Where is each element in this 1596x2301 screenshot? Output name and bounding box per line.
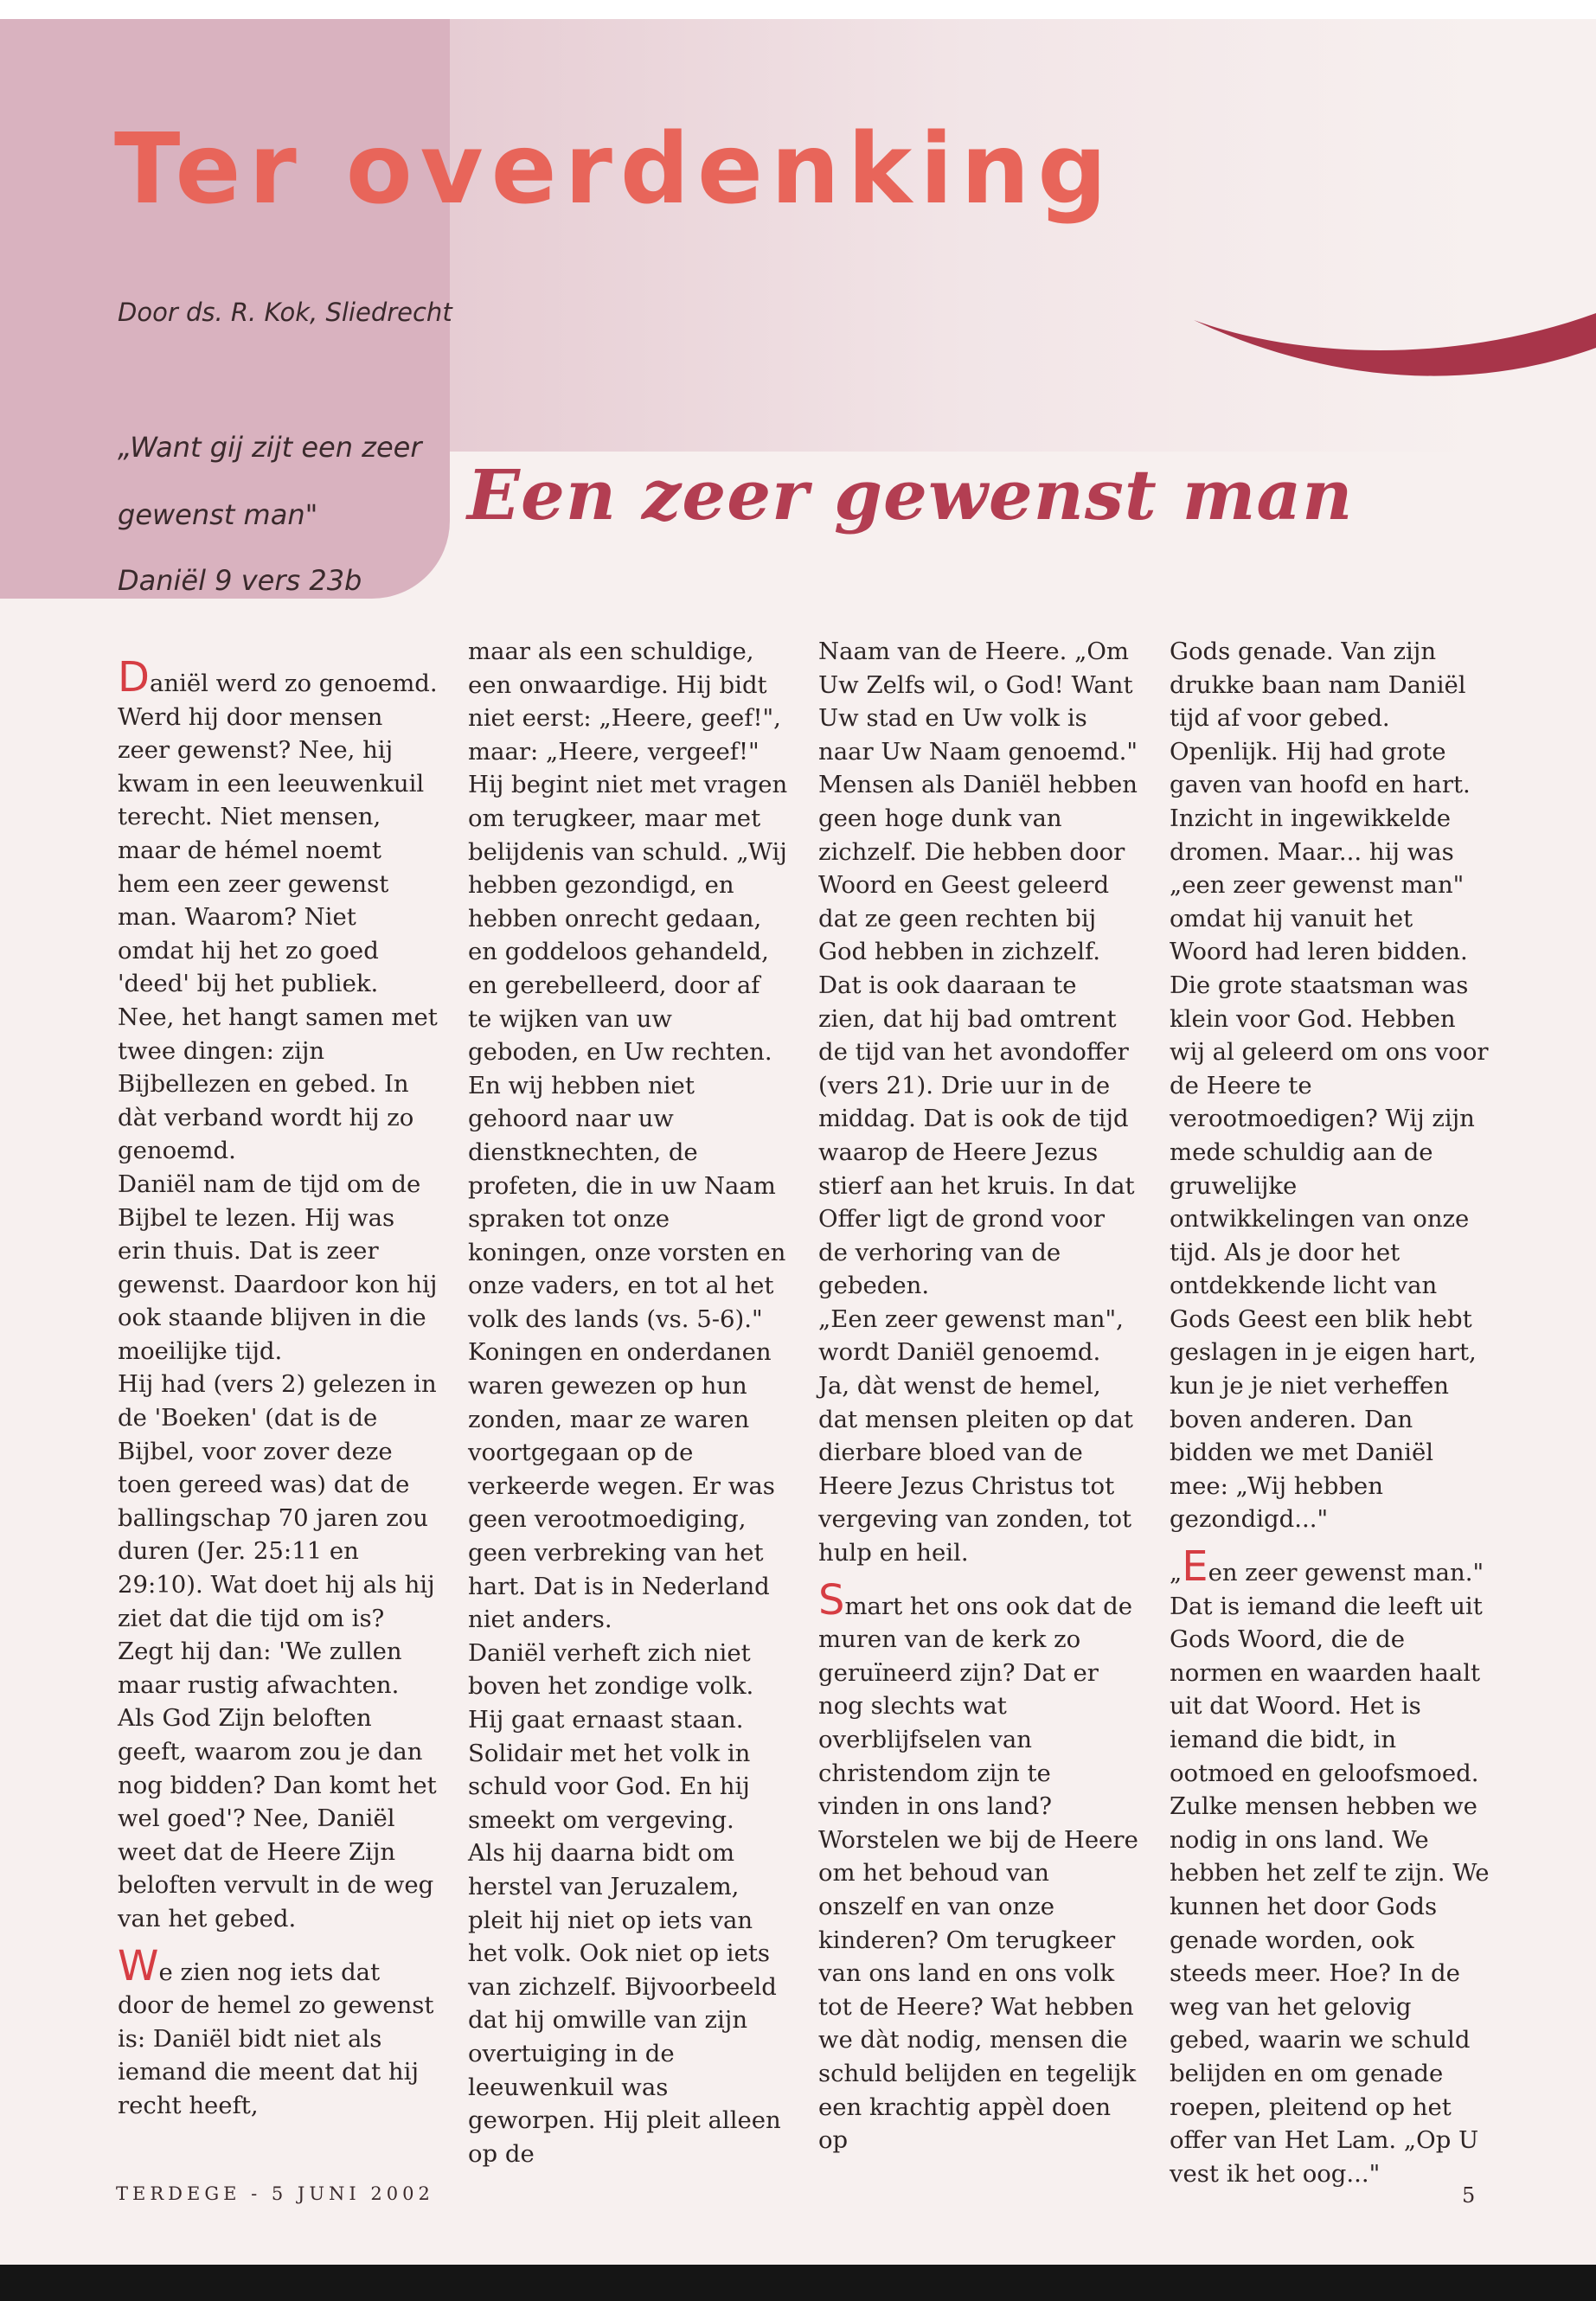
paragraph-text: e zien nog iets dat door de hemel zo gewenst is: Daniël bidt niet als iemand die meent dat hij recht heeft, — [118, 1958, 434, 2119]
paragraph: Daniël verheft zich niet boven het zondige volk. Hij gaat ernaast staan. Solidair met het volk in schuld voor God. En hij smeekt om vergeving. — [468, 1638, 754, 1834]
paragraph — [818, 1575, 1138, 2157]
column-3 — [818, 635, 1138, 2157]
paragraph: Daniël nam de tijd om de Bijbel te lezen. Hij was erin thuis. Dat is zeer gewenst. Daardoor kon hij ook staande blijven in die moeilijke tijd. — [118, 1170, 438, 1365]
paragraph-text: aniël werd zo genoemd. Werd hij door mensen zeer gewenst? Nee, hij kwam in een leeuwenkuil terecht. Niet mensen, maar de hémel noemt hem een zeer gewenst man. Waarom? Niet omdat hij het zo goed 'deed' bij het publiek. Nee, het hangt samen met twee dingen: zijn Bijbellezen en gebed. In dàt verband wordt hij zo genoemd. — [118, 670, 438, 1165]
paragraph — [118, 1941, 438, 2123]
paragraph: Gods genade. Van zijn drukke baan nam Daniël tijd af voor gebed. Openlijk. Hij had grote gaven van hoofd en hart. Inzicht in ingewikkelde dromen. Maar... hij was „een zeer gewenst man" omdat hij vanuit het Woord had leren bidden. Die grote staatsman was klein voor God. Hebben wij al geleerd om ons voor de Heere te verootmoedigen? Wij zijn mede schuldig aan de gruwelijke ontwikkelingen van onze tijd. Als je door het ontdekkende licht van Gods Geest een blik hebt geslagen in je eigen hart, kun je je niet verheffen boven anderen. Dan bidden we met Daniël mee: „Wij hebben gezondigd..." — [1170, 638, 1489, 1534]
article-headline: Een zeer gewenst man — [467, 454, 1354, 535]
magazine-page — [0, 19, 1596, 2282]
paragraph-text: mart het ons ook dat de muren van de kerk zo geruïneerd zijn? Dat er nog slechts wat overblijfselen van christendom zijn te vinden in ons land? Worstelen we bij de Heere om het behoud van onszelf en van onze kinderen? Om terugkeer van ons land en ons volk tot de Heere? Wat hebben we dàt nodig, mensen die schuld belijden en tegelijk een krachtig appèl doen op — [818, 1592, 1138, 2155]
drop-cap: S — [818, 1575, 845, 1625]
bottom-scan-edge — [0, 2265, 1596, 2301]
paragraph: Hij had (vers 2) gelezen in de 'Boeken' (dat is de Bijbel, voor zover deze toen gereed was) dat de ballingschap 70 jaren zou duren (Jer. 25:11 en 29:10). Wat doet hij als hij ziet dat die tijd om is? Zegt hij dan: 'We zullen maar rustig afwachten. Als God Zijn beloften geeft, waarom zou je dan nog bidden? Dan komt het wel goed'? Nee, Daniël weet dat de Heere Zijn beloften vervult in de weg van het gebed. — [118, 1370, 437, 1932]
drop-cap: W — [118, 1941, 159, 1990]
paragraph — [1170, 1542, 1490, 2190]
paragraph: maar als een schuldige, een onwaardige. Hij bidt niet eerst: „Heere, geef!", maar: „Heere, vergeef!" Hij begint niet met vragen om terugkeer, maar met belijdenis van schuld. „Wij hebben gezondigd, en hebben onrecht gedaan, en goddeloos gehandeld, en gerebelleerd, door af te wijken van uw geboden, en Uw rechten. En wij hebben niet gehoord naar uw dienstknechten, de profeten, die in uw Naam spraken tot onze koningen, onze vorsten en onze vaders, en tot al het volk des lands (vs. 5-6)." Koningen en onderdanen waren gewezen op hun zonden, maar ze waren voortgegaan op de verkeerde wegen. Er was geen verootmoediging, geen verbreking van het hart. Dat is in Nederland niet anders. — [468, 638, 788, 1634]
swoosh-decoration — [1194, 279, 1596, 400]
paragraph: Naam van de Heere. „Om Uw Zelfs wil, o God! Want Uw stad en Uw volk is naar Uw Naam genoemd." Mensen als Daniël hebben geen hoge dunk van zichzelf. Die hebben door Woord en Geest geleerd dat ze geen rechten bij God hebben in zichzelf. Dat is ook daaraan te zien, dat hij bad omtrent de tijd van het avondoffer (vers 21). Drie uur in de middag. Dat is ook de tijd waarop de Heere Jezus stierf aan het kruis. In dat Offer ligt de grond voor de verhoring van de gebeden. — [818, 638, 1138, 1300]
quote-reference: Daniël 9 vers 23b — [118, 564, 362, 597]
byline: Door ds. R. Kok, Sliedrecht — [118, 298, 452, 327]
footer-magazine-date: TERDEGE - 5 JUNI 2002 — [116, 2183, 434, 2204]
quote-line-2: gewenst man" — [118, 498, 318, 531]
drop-cap: E — [1182, 1542, 1208, 1592]
paragraph-text: en zeer gewenst man." Dat is iemand die leeft uit Gods Woord, die de normen en waarden haalt uit dat Woord. Het is iemand die bidt, in ootmoed en geloofsmoed. Zulke mensen hebben we nodig in ons land. We hebben het zelf te zijn. We kunnen het door Gods genade worden, ook steeds meer. Hoe? In de weg van het gelovig gebed, waarin we schuld belijden en om genade roepen, pleitend op het offer van Het Lam. „Op U vest ik het oog..." — [1170, 1559, 1490, 2188]
paragraph: „Een zeer gewenst man", wordt Daniël genoemd. Ja, dàt wenst de hemel, dat mensen pleiten op dat dierbare bloed van de Heere Jezus Christus tot vergeving van zonden, tot hulp en heil. — [818, 1304, 1133, 1567]
column-2 — [468, 635, 788, 2170]
column-1 — [118, 635, 438, 2123]
paragraph — [118, 653, 438, 1168]
paragraph: Als hij daarna bidt om herstel van Jeruzalem, pleit hij niet op iets van het volk. Ook niet op iets van zichzelf. Bijvoorbeeld dat hij omwille van zijn overtuiging in de leeuwenkuil was geworpen. Hij pleit alleen op de — [468, 1839, 781, 2168]
page-title: Ter overdenking — [114, 113, 1115, 226]
column-4 — [1170, 635, 1490, 2190]
opening-quote: „ — [1170, 1559, 1183, 1587]
drop-cap: D — [118, 653, 150, 702]
quote-line-1: „Want gij zijt een zeer — [118, 431, 422, 464]
page-number: 5 — [1462, 2183, 1476, 2208]
